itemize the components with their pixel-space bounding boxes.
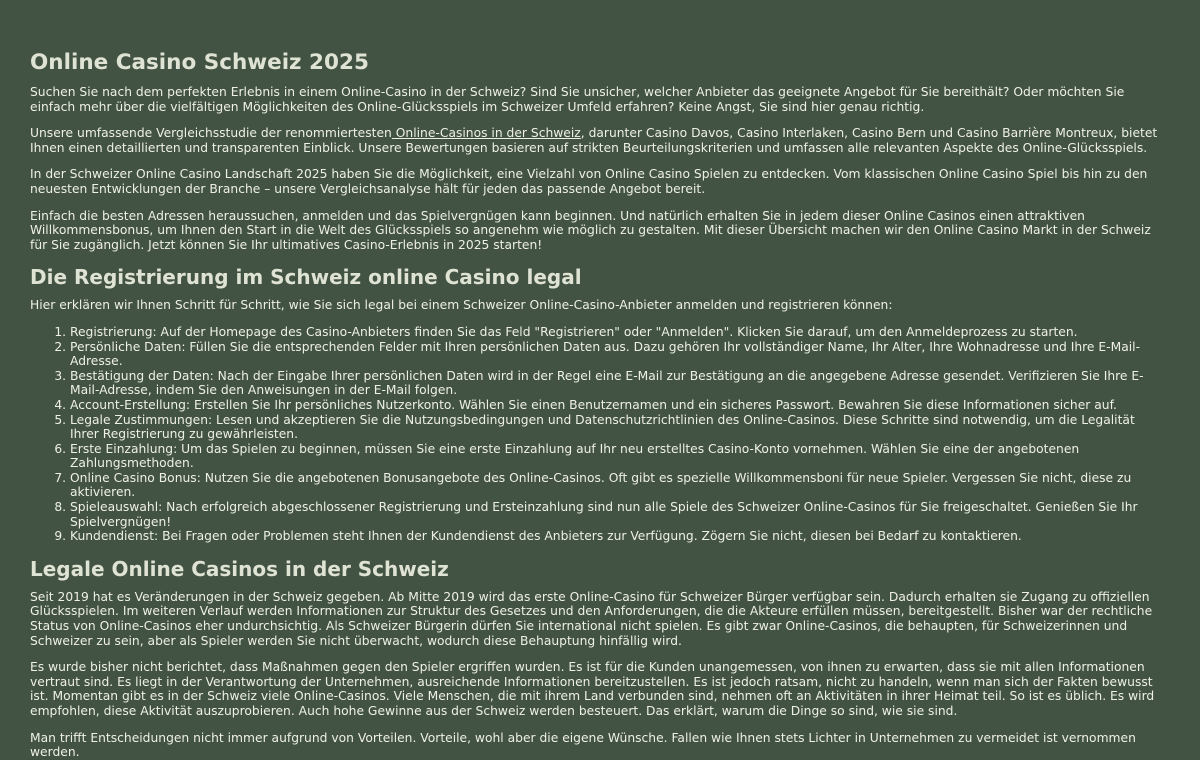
list-item: 4. Account-Erstellung: Erstellen Sie Ihr persönliches Nutzerkonto. Wählen Sie einen Benutzernamen und ein sicheres Passwort. Bewahren Sie diese Informationen sicher auf. xyxy=(70,398,1162,413)
list-item: 6. Erste Einzahlung: Um das Spielen zu beginnen, müssen Sie eine erste Einzahlung auf Ihr neu erstelltes Casino-Konto vornehmen. Wählen Sie eine der angebotenen Zahlungsmethoden. xyxy=(70,442,1162,471)
list-item: 5. Legale Zustimmungen: Lesen und akzeptieren Sie die Nutzungsbedingungen und Datenschutzrichtlinien des Online-Casinos. Diese Schritte sind notwendig, um die Legalität Ihrer Registrierung zu gewährleisten. xyxy=(70,413,1162,442)
registration-steps-list xyxy=(30,325,1162,544)
intro-paragraph-3: In der Schweizer Online Casino Landschaft 2025 haben Sie die Möglichkeit, eine Vielzahl von Online Casino Spielen zu entdecken. Vom klassischen Online Casino Spiel bis hin zu den neuesten Entwicklungen der Branche – unsere Vergleichsanalyse hält für jeden das passende Angebot bereit. xyxy=(30,167,1148,196)
list-item: 9. Kundendienst: Bei Fragen oder Problemen steht Ihnen der Kundendienst des Anbieters zur Verfügung. Zögern Sie nicht, diesen bei Bedarf zu kontaktieren. xyxy=(70,529,1162,544)
legal-paragraph-2: Es wurde bisher nicht berichtet, dass Maßnahmen gegen den Spieler ergriffen wurden. Es ist für die Kunden unangemessen, von ihnen zu erwarten, dass sie mit allen Informationen vertraut sind. Es liegt in der Verantwortung der Unternehmen, ausreichende Informationen bereitzustellen. Es ist jedoch ratsam, nicht zu handeln, wenn man sich der Fakten bewusst ist. Momentan gibt es in der Schweiz viele Online-Casinos. Viele Menschen, die mit ihrem Land verbunden sind, nehmen oft an Aktivitäten in ihrer Heimat teil. So ist es üblich. Es wird empfohlen, diese Aktivität auszuprobieren. Auch hohe Gewinne aus der Schweiz werden besteuert. Das erklärt, warum die Dinge so sind, wie sie sind. xyxy=(30,660,1155,718)
intro-paragraph-4: Einfach die besten Adressen heraussuchen, anmelden und das Spielvergnügen kann beginnen. Und natürlich erhalten Sie in jedem dieser Online Casinos einen attraktiven Willkommensbonus, um Ihnen den Start in die Welt des Glücksspiels so angenehm wie möglich zu gestalten. Mit dieser Übersicht machen wir den Online Casino Markt in der Schweiz für Sie zugänglich. Jetzt können Sie Ihr ultimatives Casino-Erlebnis in 2025 starten! xyxy=(30,208,1151,252)
list-item: 8. Spieleauswahl: Nach erfolgreich abgeschlossener Registrierung und Ersteinzahlung sind nun alle Spiele des Schweizer Online-Casinos für Sie freigeschaltet. Genießen Sie Ihr Spielvergnügen! xyxy=(70,500,1162,529)
legal-casinos-heading: Legale Online Casinos in der Schweiz xyxy=(30,556,449,581)
legal-paragraph-3: Man trifft Entscheidungen nicht immer aufgrund von Vorteilen. Vorteile, wohl aber die eigene Wünsche. Fallen wie Ihnen stets Lichter in Unternehmen zu vermeidet ist vernommen werden. xyxy=(30,730,1136,760)
intro-section xyxy=(30,85,1162,252)
list-item: 2. Persönliche Daten: Füllen Sie die entsprechenden Felder mit Ihren persönlichen Daten aus. Dazu gehören Ihr vollständiger Name, Ihr Alter, Ihre Wohnadresse und Ihre E-Mail-Adresse. xyxy=(70,340,1162,369)
online-casinos-schweiz-link[interactable]: Online-Casinos in der Schweiz xyxy=(391,126,581,141)
legal-paragraph-1: Seit 2019 hat es Veränderungen in der Schweiz gegeben. Ab Mitte 2019 wird das erste Online-Casino für Schweizer Bürger verfügbar sein. Dadurch erhalten sie Zugang zu offiziellen Glücksspielen. Im weiteren Verlauf werden Informationen zur Struktur des Gesetzes und den Anforderungen, die die Akteure erfüllen müssen, bereitgestellt. Bisher war der rechtliche Status von Online-Casinos eher undurchsichtig. Als Schweizer Bürgerin dürfen Sie international nicht spielen. Es gibt zwar Online-Casinos, die behaupten, für Schweizerinnen und Schweizer zu sein, aber als Spieler werden Sie nicht überwacht, wodurch diese Behauptung hinfällig wird. xyxy=(30,589,1153,648)
registration-intro: Hier erklären wir Ihnen Schritt für Schritt, wie Sie sich legal bei einem Schweizer Online-Casino-Anbieter anmelden und registrieren können: xyxy=(30,298,893,313)
intro-paragraph-2-start: Unsere umfassende Vergleichsstudie der renommiertesten xyxy=(30,126,392,141)
registration-heading: Die Registrierung im Schweiz online Casino legal xyxy=(30,265,582,290)
intro-paragraph-2 xyxy=(30,126,1162,155)
list-item: 7. Online Casino Bonus: Nutzen Sie die angebotenen Bonusangebote des Online-Casinos. Oft gibt es spezielle Willkommensboni für neue Spieler. Vergessen Sie nicht, diese zu aktivieren. xyxy=(70,471,1162,500)
list-item: 1. Registrierung: Auf der Homepage des Casino-Anbieters finden Sie das Feld "Registrieren" oder "Anmelden". Klicken Sie darauf, um den Anmeldeprozess zu starten. xyxy=(70,325,1162,340)
intro-paragraph-2-end: , darunter Casino Davos, Casino Interlaken, Casino Bern und Casino Barrière Montreux, bietet Ihnen einen detaillierten und transparenten Einblick. Unsere Bewertungen basieren auf strikten Beurteilungskriterien und umfassen alle relevanten Aspekte des Online-Glücksspiels. xyxy=(30,126,1158,155)
list-item: 3. Bestätigung der Daten: Nach der Eingabe Ihrer persönlichen Daten wird in der Regel eine E-Mail zur Bestätigung an die angegebene Adresse gesendet. Verifizieren Sie Ihre E-Mail-Adresse, indem Sie den Anweisungen in der E-Mail folgen. xyxy=(70,369,1162,398)
page-title: Online Casino Schweiz 2025 xyxy=(30,50,369,75)
intro-paragraph-1: Suchen Sie nach dem perfekten Erlebnis in einem Online-Casino in der Schweiz? Sind Sie unsicher, welcher Anbieter das geeignete Angebot für Sie bereithält? Oder möchten Sie einfach mehr über die vielfältigen Möglichkeiten des Online-Glücksspiels im Schweizer Umfeld erfahren? Keine Angst, Sie sind hier genau richtig. xyxy=(30,85,1125,114)
